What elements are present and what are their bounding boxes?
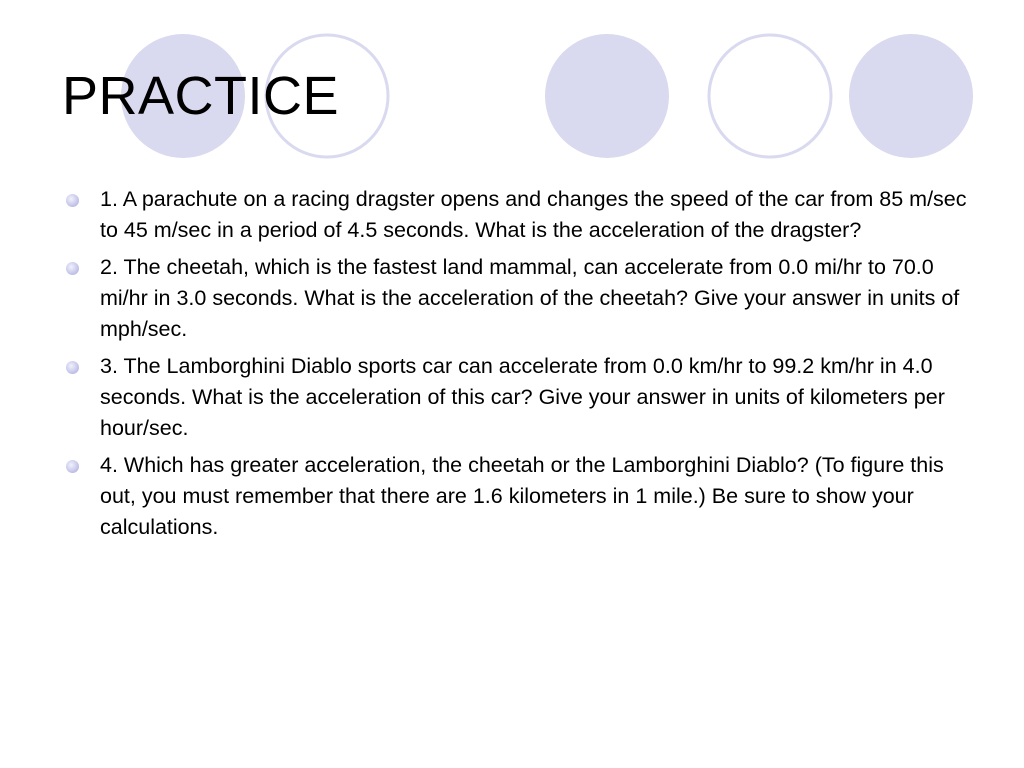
bullet-item-3 [62, 351, 974, 444]
bullet-icon [66, 361, 79, 374]
bullet-item-2 [62, 252, 974, 345]
bullet-icon [66, 460, 79, 473]
filled-circle-3 [849, 34, 973, 158]
bullet-item-1 [62, 184, 974, 246]
outline-circle-2 [709, 35, 831, 157]
bullet-icon [66, 262, 79, 275]
bullet-list [62, 184, 974, 549]
bullet-text: 4. Which has greater acceleration, the cheetah or the Lamborghini Diablo? (To figure this out, you must remember that there are 1.6 kilometers in 1 mile.) Be sure to show your calculations. [100, 453, 944, 539]
slide-title: PRACTICE [62, 66, 340, 126]
bullet-icon [66, 194, 79, 207]
bullet-text: 2. The cheetah, which is the fastest land mammal, can accelerate from 0.0 mi/hr to 70.0 mi/hr in 3.0 seconds. What is the acceleration of the cheetah? Give your answer in units of mph/sec. [100, 255, 960, 341]
filled-circle-2 [545, 34, 669, 158]
bullet-item-4 [62, 450, 974, 543]
bullet-text: 1. A parachute on a racing dragster opens and changes the speed of the car from 85 m/sec to 45 m/sec in a period of 4.5 seconds. What is the acceleration of the dragster? [100, 187, 967, 242]
bullet-text: 3. The Lamborghini Diablo sports car can accelerate from 0.0 km/hr to 99.2 km/hr in 4.0 seconds. What is the acceleration of this car? Give your answer in units of kilometers per hour/sec. [100, 354, 945, 440]
